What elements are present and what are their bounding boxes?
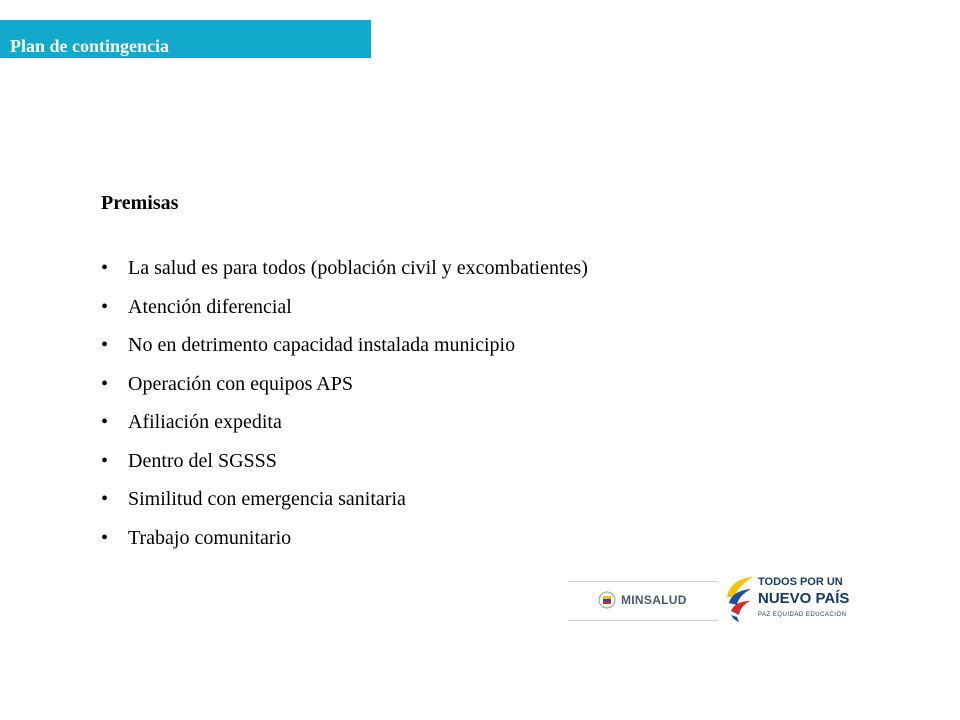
list-item [101, 369, 588, 408]
minsalud-logo [568, 581, 718, 621]
todos-por-un-nuevo-pais-logo [725, 573, 850, 629]
list-item [101, 407, 588, 446]
premises-list [101, 253, 588, 561]
list-item [101, 523, 588, 562]
bullet-icon: • [101, 488, 109, 510]
bullet-icon: • [101, 411, 109, 433]
bullet-icon: • [101, 526, 109, 549]
bullet-icon: • [101, 295, 109, 318]
bullet-icon: • [101, 257, 109, 279]
list-item [101, 330, 588, 369]
bullet-icon: • [101, 372, 109, 395]
list-item-text: Afiliación expedita [128, 411, 282, 433]
bullet-icon: • [101, 334, 109, 356]
bullet-icon: • [101, 449, 109, 472]
tpup-line3: PAZ EQUIDAD EDUCACIÓN [758, 612, 847, 618]
flag-emblem-icon [725, 575, 755, 623]
list-item-text: Similitud con emergencia sanitaria [128, 488, 406, 510]
title-bar [0, 20, 371, 58]
list-item [101, 446, 588, 485]
list-item-text: Dentro del SGSSS [128, 449, 277, 472]
coat-of-arms-icon [598, 591, 616, 609]
tpup-line1: TODOS POR UN [758, 576, 843, 588]
list-item [101, 253, 588, 292]
footer-logos [568, 573, 850, 629]
list-item [101, 484, 588, 523]
list-item [101, 292, 588, 331]
section-heading: Premisas [101, 192, 179, 214]
list-item-text: No en detrimento capacidad instalada municipio [128, 334, 516, 356]
tpup-line2: NUEVO PAÍS [758, 590, 850, 607]
list-item-text: La salud es para todos (población civil y excombatientes) [128, 257, 588, 279]
list-item-text: Trabajo comunitario [128, 526, 292, 549]
list-item-text: Operación con equipos APS [128, 372, 353, 395]
slide-title: Plan de contingencia [10, 36, 170, 56]
list-item-text: Atención diferencial [128, 295, 292, 318]
minsalud-text: MINSALUD [621, 593, 687, 607]
